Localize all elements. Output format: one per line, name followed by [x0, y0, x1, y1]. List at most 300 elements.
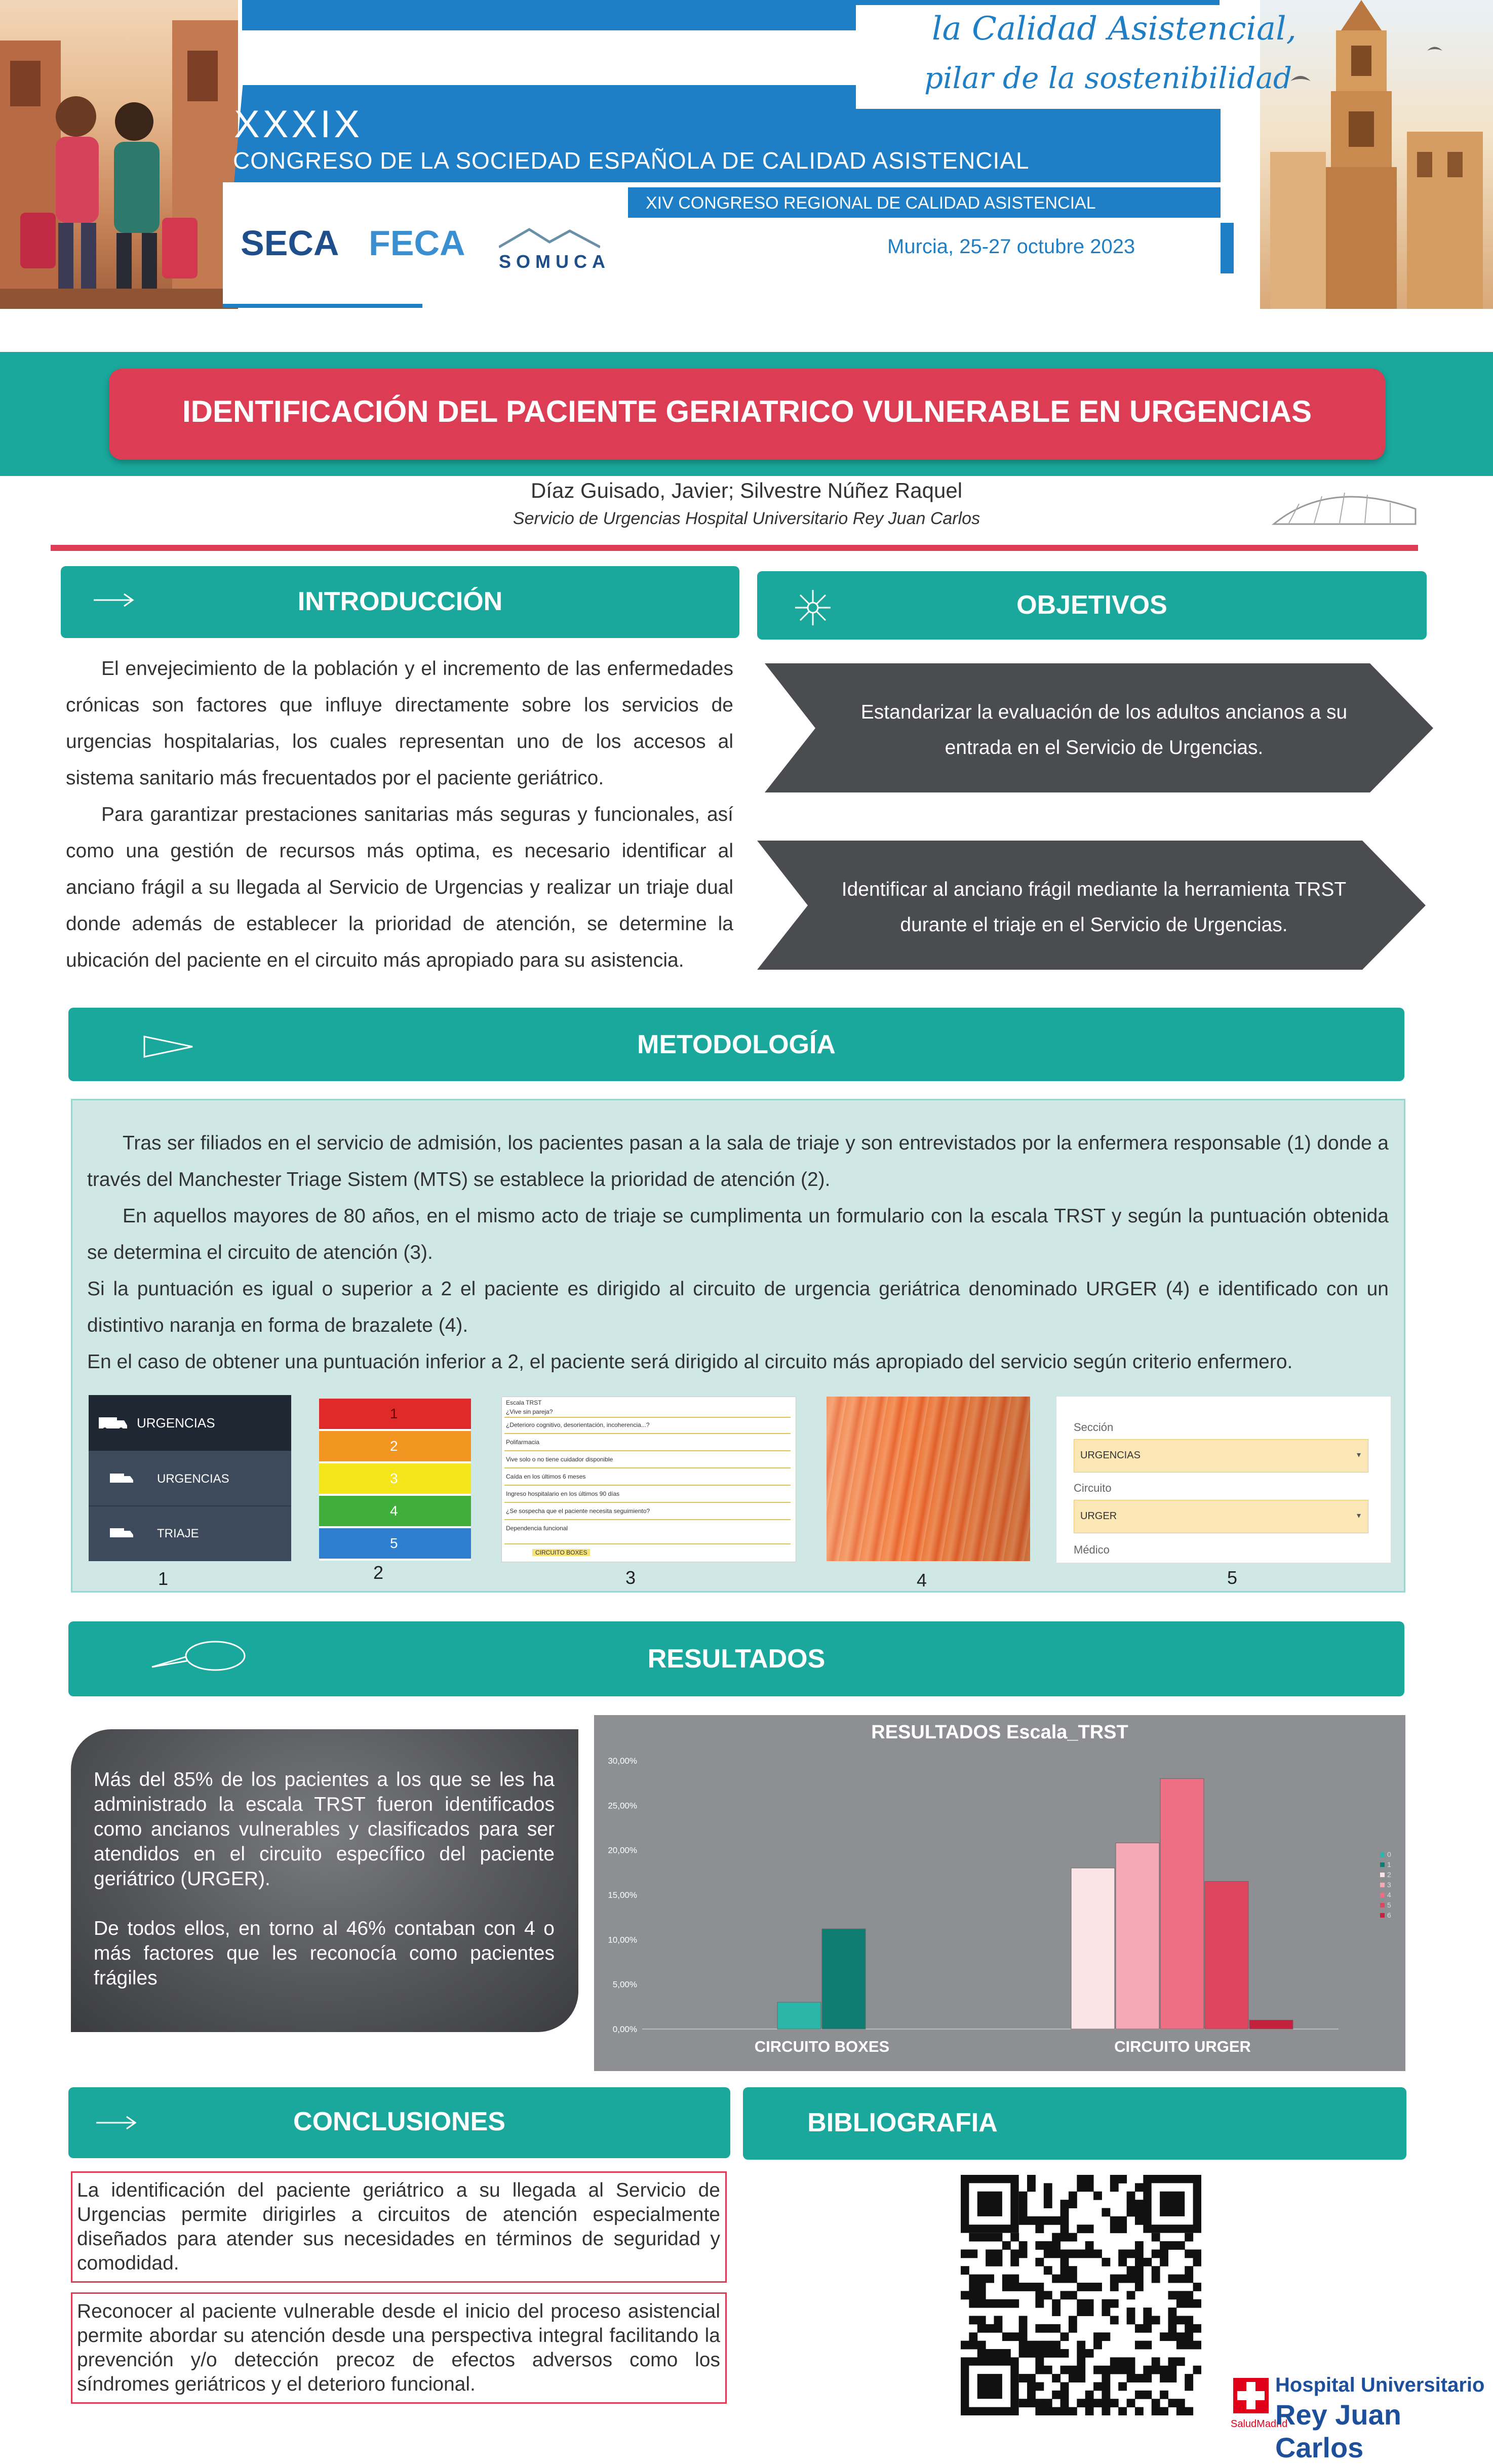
qr-module: [994, 2324, 1003, 2333]
qr-module: [1185, 2266, 1193, 2275]
menu-title: URGENCIAS: [137, 1415, 215, 1430]
qr-module: [1160, 2241, 1168, 2250]
bar-5: [1205, 1882, 1248, 2030]
qr-module: [1052, 2341, 1060, 2350]
qr-module: [969, 2275, 977, 2283]
qr-module: [1102, 2391, 1110, 2399]
y-tick-label: 20,00%: [608, 1845, 637, 1855]
qr-module: [1127, 2291, 1135, 2299]
qr-module: [1127, 2208, 1135, 2217]
qr-module: [1085, 2399, 1094, 2407]
qr-module: [1127, 2192, 1135, 2200]
qr-module: [1160, 2332, 1168, 2341]
metodologia-paragraph-1: Tras ser filiados en el servicio de admisión, los pacientes pasan a la sala de triaje y son entrevistados por la enfermera responsable (1) donde a través del Manchester Triage Sistem (MTS) se establece la prioridad de atención (2).: [87, 1132, 1389, 1190]
menu-item-label: TRIAJE: [157, 1527, 199, 1540]
title-underline: [51, 545, 1418, 551]
qr-module: [986, 2349, 994, 2358]
qr-module: [1118, 2407, 1127, 2415]
qr-module: [1035, 2258, 1044, 2267]
qr-module: [1069, 2407, 1077, 2415]
metodologia-body: [87, 1125, 1389, 1380]
qr-module: [1019, 2241, 1028, 2250]
image-caption-3: 3: [625, 1567, 636, 1588]
qr-module: [1019, 2208, 1028, 2217]
bar-0: [777, 2002, 821, 2029]
qr-module: [1160, 2374, 1168, 2382]
chevron-down-icon: ▾: [1356, 1451, 1361, 1459]
qr-module: [1193, 2249, 1201, 2258]
qr-module: [1035, 2349, 1044, 2358]
qr-module: [969, 2341, 977, 2350]
qr-module: [1093, 2283, 1102, 2291]
qr-module: [1143, 2374, 1152, 2382]
qr-module: [1127, 2374, 1135, 2382]
hospital-logo: [1231, 2374, 1489, 2463]
form-label-medico: Médico: [1074, 1543, 1110, 1556]
bar-1: [822, 1929, 866, 2029]
qr-module: [961, 2341, 969, 2350]
qr-module: [1152, 2407, 1160, 2415]
qr-module: [1085, 2349, 1094, 2358]
qr-module: [1044, 2249, 1052, 2258]
qr-module: [1102, 2366, 1110, 2374]
qr-module: [986, 2258, 994, 2267]
qr-module: [1110, 2366, 1119, 2374]
qr-module: [1010, 2299, 1019, 2308]
introduccion-body: [66, 651, 733, 979]
qr-module: [1110, 2299, 1119, 2308]
qr-module: [986, 2275, 994, 2283]
qr-module: [1168, 2366, 1176, 2374]
qr-module: [961, 2266, 969, 2275]
qr-module: [1185, 2316, 1193, 2324]
seca-logo: SECA: [241, 223, 339, 263]
trst-form-line-3: Polifarmacia: [506, 1439, 540, 1446]
qr-module: [1019, 2399, 1028, 2407]
y-tick-label: 5,00%: [612, 1979, 637, 1990]
qr-module: [1193, 2258, 1201, 2267]
objetivo-1-text: Estandarizar la evaluación de los adultos ancianos a su entrada en el Servicio de Urgencias.: [860, 701, 1348, 759]
qr-module: [1035, 2357, 1044, 2366]
qr-module: [1060, 2266, 1069, 2275]
trst-form-screenshot: [501, 1397, 796, 1562]
qr-module: [1110, 2283, 1119, 2291]
qr-module: [1060, 2224, 1069, 2233]
qr-module: [1152, 2366, 1160, 2374]
qr-module: [1044, 2407, 1052, 2415]
conclusion-1-text: La identificación del paciente geriátrico a su llegada al Servicio de Urgencias permite dirigirles a circuitos de atención especialmente diseñados para atender sus necesidades en términos de seguridad y comodidad.: [77, 2179, 720, 2274]
qr-module: [994, 2349, 1003, 2358]
qr-module: [1160, 2249, 1168, 2258]
poster-title: IDENTIFICACIÓN DEL PACIENTE GERIATRICO VULNERABLE EN URGENCIAS: [182, 394, 1312, 428]
qr-module: [1168, 2357, 1176, 2366]
qr-module: [1077, 2224, 1085, 2233]
qr-module: [977, 2283, 986, 2291]
y-tick-label: 15,00%: [608, 1890, 637, 1900]
qr-module: [1019, 2200, 1028, 2208]
qr-module: [1019, 2216, 1028, 2225]
qr-module: [1085, 2175, 1094, 2183]
triage-level-3: [319, 1463, 471, 1494]
qr-module: [1044, 2266, 1052, 2275]
qr-module: [1127, 2308, 1135, 2316]
qr-module: [1102, 2382, 1110, 2391]
qr-module: [1069, 2233, 1077, 2242]
legend-label: 4: [1387, 1891, 1391, 1899]
qr-module: [1143, 2308, 1152, 2316]
qr-module: [1143, 2316, 1152, 2324]
qr-module: [1176, 2357, 1185, 2366]
qr-module: [1160, 2366, 1168, 2374]
qr-module: [1077, 2357, 1085, 2366]
legend-label: 3: [1387, 1881, 1391, 1889]
qr-module: [1110, 2399, 1119, 2407]
qr-module: [1185, 2332, 1193, 2341]
header-congress: CONGRESO DE LA SOCIEDAD ESPAÑOLA DE CALIDAD ASISTENCIAL: [233, 147, 1030, 174]
qr-module: [1127, 2200, 1135, 2208]
qr-module: [1077, 2349, 1085, 2358]
qr-module: [1077, 2399, 1085, 2407]
qr-module: [977, 2291, 986, 2299]
qr-module: [1152, 2249, 1160, 2258]
qr-finder-core: [977, 2374, 1002, 2399]
qr-module: [1143, 2341, 1152, 2350]
qr-module: [1135, 2391, 1144, 2399]
qr-module: [1168, 2332, 1176, 2341]
qr-module: [1002, 2299, 1011, 2308]
bar-3: [1116, 1843, 1159, 2029]
salud-madrid-label: SaludMadrid: [1231, 2418, 1288, 2430]
legend-swatch: [1380, 1862, 1385, 1867]
trst-form-line-2: ¿Deterioro cognitivo, desorientación, incoherencia...?: [506, 1421, 650, 1428]
qr-module: [1127, 2357, 1135, 2366]
qr-module: [1118, 2249, 1127, 2258]
qr-module: [1069, 2316, 1077, 2324]
qr-finder-core: [977, 2192, 1002, 2216]
qr-module: [1118, 2258, 1127, 2267]
qr-module: [1152, 2275, 1160, 2283]
qr-module: [1102, 2299, 1110, 2308]
qr-module: [1185, 2275, 1193, 2283]
qr-module: [1052, 2374, 1060, 2382]
qr-module: [1052, 2216, 1060, 2225]
qr-module: [1019, 2283, 1028, 2291]
circuito-select[interactable]: [1074, 1500, 1368, 1533]
image-caption-4: 4: [917, 1570, 927, 1591]
women-travelers-illustration: [0, 0, 238, 309]
qr-module: [1085, 2224, 1094, 2233]
qr-module: [977, 2299, 986, 2308]
qr-module: [994, 2299, 1003, 2308]
seccion-select[interactable]: [1074, 1439, 1368, 1473]
qr-module: [1010, 2283, 1019, 2291]
legend-swatch: [1380, 1913, 1385, 1918]
qr-module: [1110, 2275, 1119, 2283]
header-edition: XXXIX: [234, 103, 363, 146]
bar-4: [1160, 1778, 1204, 2029]
qr-module: [977, 2341, 986, 2350]
qr-module: [1185, 2233, 1193, 2242]
trst-form-rules: [502, 1397, 796, 1562]
seccion-select-value: URGENCIAS: [1080, 1450, 1141, 1461]
qr-module: [1060, 2407, 1069, 2415]
qr-module: [1060, 2258, 1069, 2267]
qr-module: [1027, 2175, 1036, 2183]
hospital-building-sketch: [1269, 484, 1421, 532]
qr-module: [1085, 2407, 1094, 2415]
qr-module: [1135, 2241, 1144, 2250]
qr-module: [1027, 2183, 1036, 2192]
qr-module: [1176, 2291, 1185, 2299]
qr-module: [1060, 2291, 1069, 2299]
qr-module: [1135, 2200, 1144, 2208]
ambulance-icon: [109, 1526, 134, 1543]
qr-module: [1019, 2349, 1028, 2358]
qr-module: [969, 2283, 977, 2291]
menu-item-urgencias[interactable]: [89, 1451, 291, 1506]
qr-module: [977, 2275, 986, 2283]
trst-form-line-1: ¿Vive sin pareja?: [506, 1408, 553, 1415]
qr-module: [1085, 2249, 1094, 2258]
qr-module: [1077, 2183, 1085, 2192]
qr-module: [1118, 2275, 1127, 2283]
hospital-name-line1: Hospital Universitario: [1275, 2374, 1485, 2396]
ambulance-icon: [98, 1414, 128, 1434]
qr-module: [1060, 2216, 1069, 2225]
qr-module: [1135, 2341, 1144, 2350]
metodologia-paragraph-4: En el caso de obtener una puntuación inferior a 2, el paciente será dirigido al circuito más apropiado del servicio según criterio enfermero.: [87, 1351, 1293, 1373]
qr-module: [1019, 2374, 1028, 2382]
cross-icon: [1233, 2378, 1269, 2413]
qr-module: [1069, 2374, 1077, 2382]
qr-module: [1185, 2324, 1193, 2333]
y-tick-label: 30,00%: [608, 1756, 637, 1766]
qr-module: [1176, 2407, 1185, 2415]
legend-label: 1: [1387, 1860, 1391, 1869]
qr-module: [1077, 2249, 1085, 2258]
qr-module: [1060, 2200, 1069, 2208]
qr-module: [1077, 2175, 1085, 2183]
qr-module: [1118, 2357, 1127, 2366]
qr-module: [1069, 2275, 1077, 2283]
qr-module: [1168, 2374, 1176, 2382]
qr-module: [1002, 2283, 1011, 2291]
form-label-seccion: Sección: [1074, 1421, 1114, 1434]
qr-module: [1077, 2374, 1085, 2382]
qr-module: [1143, 2391, 1152, 2399]
header-regional: XIV CONGRESO REGIONAL DE CALIDAD ASISTENCIAL: [646, 193, 1096, 213]
qr-module: [1077, 2366, 1085, 2374]
qr-module: [1010, 2332, 1019, 2341]
qr-module: [969, 2332, 977, 2341]
qr-finder-core: [1160, 2192, 1185, 2216]
bibliografia-title: BIBLIOGRAFIA: [807, 2108, 998, 2137]
y-tick-label: 10,00%: [608, 1935, 637, 1945]
qr-module: [1110, 2316, 1119, 2324]
qr-module: [986, 2249, 994, 2258]
qr-module: [969, 2249, 977, 2258]
qr-module: [1127, 2249, 1135, 2258]
metodologia-title: METODOLOGÍA: [637, 1030, 836, 1059]
resultados-text-1: Más del 85% de los pacientes a los que se les ha administrado la escala TRST fueron identificados como ancianos vulnerables y clasificados para ser atendidos en el circuito específico del paciente geriátrico (URGER).: [94, 1769, 555, 1890]
conclusion-2-text: Reconocer al paciente vulnerable desde el inicio del proceso asistencial permite abordar su atención desde una perspectiva integral facilitando la prevención y/o detección precoz de efectos adversos como los síndromes geriátricos y el deterioro funcional.: [77, 2300, 720, 2395]
qr-module: [1168, 2308, 1176, 2316]
qr-module: [1077, 2283, 1085, 2291]
qr-module: [1002, 2275, 1011, 2283]
qr-module: [1093, 2366, 1102, 2374]
qr-module: [1085, 2283, 1094, 2291]
manchester-triage-levels: [319, 1399, 471, 1561]
qr-module: [1176, 2299, 1185, 2308]
qr-module: [1143, 2258, 1152, 2267]
legend-label: 2: [1387, 1871, 1391, 1879]
qr-module: [1193, 2341, 1201, 2350]
qr-module: [1127, 2366, 1135, 2374]
chart-plot-area: [594, 1715, 1405, 2071]
qr-module: [969, 2233, 977, 2242]
qr-module: [1185, 2374, 1193, 2382]
image-caption-2: 2: [373, 1562, 384, 1583]
triage-level-label: 3: [390, 1471, 398, 1486]
qr-module: [1044, 2216, 1052, 2225]
qr-module: [1044, 2349, 1052, 2358]
qr-module: [1069, 2249, 1077, 2258]
qr-module: [1160, 2258, 1168, 2267]
trst-form-line-4: Vive solo o no tiene cuidador disponible: [506, 1456, 613, 1463]
qr-module: [1060, 2249, 1069, 2258]
qr-module: [1052, 2407, 1060, 2415]
qr-module: [1035, 2241, 1044, 2250]
bibliography-qr-code[interactable]: [961, 2175, 1201, 2415]
triage-level-label: 4: [390, 1503, 398, 1519]
qr-module: [1044, 2399, 1052, 2407]
qr-module: [1044, 2183, 1052, 2192]
qr-module: [1060, 2275, 1069, 2283]
qr-module: [1019, 2192, 1028, 2200]
trst-form-line-9: CIRCUITO BOXES: [532, 1549, 590, 1556]
y-tick-label: 25,00%: [608, 1801, 637, 1811]
legend-label: 6: [1387, 1911, 1391, 1919]
qr-module: [1035, 2366, 1044, 2374]
qr-module: [1052, 2275, 1060, 2283]
qr-module: [1019, 2249, 1028, 2258]
qr-module: [1093, 2382, 1102, 2391]
qr-module: [969, 2316, 977, 2324]
qr-module: [1135, 2407, 1144, 2415]
triage-level-4: [319, 1496, 471, 1526]
qr-module: [1135, 2374, 1144, 2382]
qr-module: [1069, 2200, 1077, 2208]
qr-module: [1093, 2332, 1102, 2341]
qr-module: [1035, 2407, 1044, 2415]
resultados-text-2: De todos ellos, en torno al 46% contaban con 4 o más factores que les reconocía como pacientes frágiles: [94, 1918, 555, 1989]
qr-module: [1135, 2249, 1144, 2258]
qr-module: [1127, 2266, 1135, 2275]
qr-module: [1027, 2283, 1036, 2291]
resultados-summary-text: [94, 1767, 555, 1991]
qr-module: [1052, 2233, 1060, 2242]
legend-label: 0: [1387, 1850, 1391, 1858]
qr-module: [1193, 2366, 1201, 2374]
qr-module: [1110, 2183, 1119, 2192]
feca-logo: FECA: [369, 223, 465, 263]
qr-module: [1035, 2324, 1044, 2333]
hospital-logo-mark: [1233, 2378, 1269, 2413]
qr-module: [1060, 2391, 1069, 2399]
trst-form-line-5: Caída en los últimos 6 meses: [506, 1473, 586, 1480]
qr-module: [1168, 2316, 1176, 2324]
menu-item-triaje[interactable]: [89, 1505, 291, 1561]
qr-module: [977, 2233, 986, 2242]
qr-module: [1002, 2241, 1011, 2250]
qr-module: [1027, 2349, 1036, 2358]
qr-module: [1069, 2266, 1077, 2275]
qr-module: [1185, 2341, 1193, 2350]
qr-module: [1168, 2399, 1176, 2407]
triage-level-2: [319, 1431, 471, 1461]
header-banner: [0, 0, 1493, 309]
qr-module: [1069, 2366, 1077, 2374]
conclusiones-title: CONCLUSIONES: [293, 2107, 505, 2136]
qr-module: [1052, 2349, 1060, 2358]
qr-module: [1168, 2275, 1176, 2283]
qr-module: [1019, 2341, 1028, 2350]
qr-module: [1110, 2224, 1119, 2233]
qr-module: [961, 2249, 969, 2258]
qr-module: [1160, 2407, 1168, 2415]
resultados-title: RESULTADOS: [647, 1644, 826, 1674]
qr-module: [1168, 2241, 1176, 2250]
trst-form-line-7: ¿Se sospecha que el paciente necesita seguimiento?: [506, 1507, 650, 1515]
qr-module: [1044, 2192, 1052, 2200]
header-slogan-line1: la Calidad Asistencial,: [932, 10, 1296, 48]
qr-module: [1060, 2332, 1069, 2341]
qr-module: [1168, 2291, 1176, 2299]
qr-module: [1027, 2374, 1036, 2382]
qr-module: [1135, 2266, 1144, 2275]
qr-module: [1044, 2341, 1052, 2350]
qr-module: [1127, 2399, 1135, 2407]
legend-label: 5: [1387, 1901, 1391, 1909]
wristband-shadow: [827, 1397, 1030, 1561]
qr-module: [1002, 2332, 1011, 2341]
qr-module: [1019, 2332, 1028, 2341]
legend-swatch: [1380, 1893, 1385, 1897]
qr-module: [1027, 2382, 1036, 2391]
qr-module: [1135, 2208, 1144, 2217]
qr-module: [1193, 2324, 1201, 2333]
qr-module: [1152, 2357, 1160, 2366]
qr-module: [1052, 2241, 1060, 2250]
qr-module: [1135, 2258, 1144, 2267]
qr-module: [969, 2291, 977, 2299]
qr-module: [1102, 2332, 1110, 2341]
qr-module: [1027, 2216, 1036, 2225]
qr-module: [977, 2324, 986, 2333]
qr-module: [986, 2324, 994, 2333]
qr-module: [1060, 2366, 1069, 2374]
qr-module: [1193, 2283, 1201, 2291]
qr-module: [1102, 2208, 1110, 2217]
qr-module: [1060, 2208, 1069, 2217]
qr-module: [1102, 2258, 1110, 2267]
triage-level-label: 5: [390, 1535, 398, 1551]
qr-module: [977, 2316, 986, 2324]
qr-module: [1035, 2224, 1044, 2233]
form-label-circuito: Circuito: [1074, 1482, 1112, 1494]
authors: Díaz Guisado, Javier; Silvestre Núñez Raquel: [530, 479, 963, 502]
qr-module: [1060, 2399, 1069, 2407]
